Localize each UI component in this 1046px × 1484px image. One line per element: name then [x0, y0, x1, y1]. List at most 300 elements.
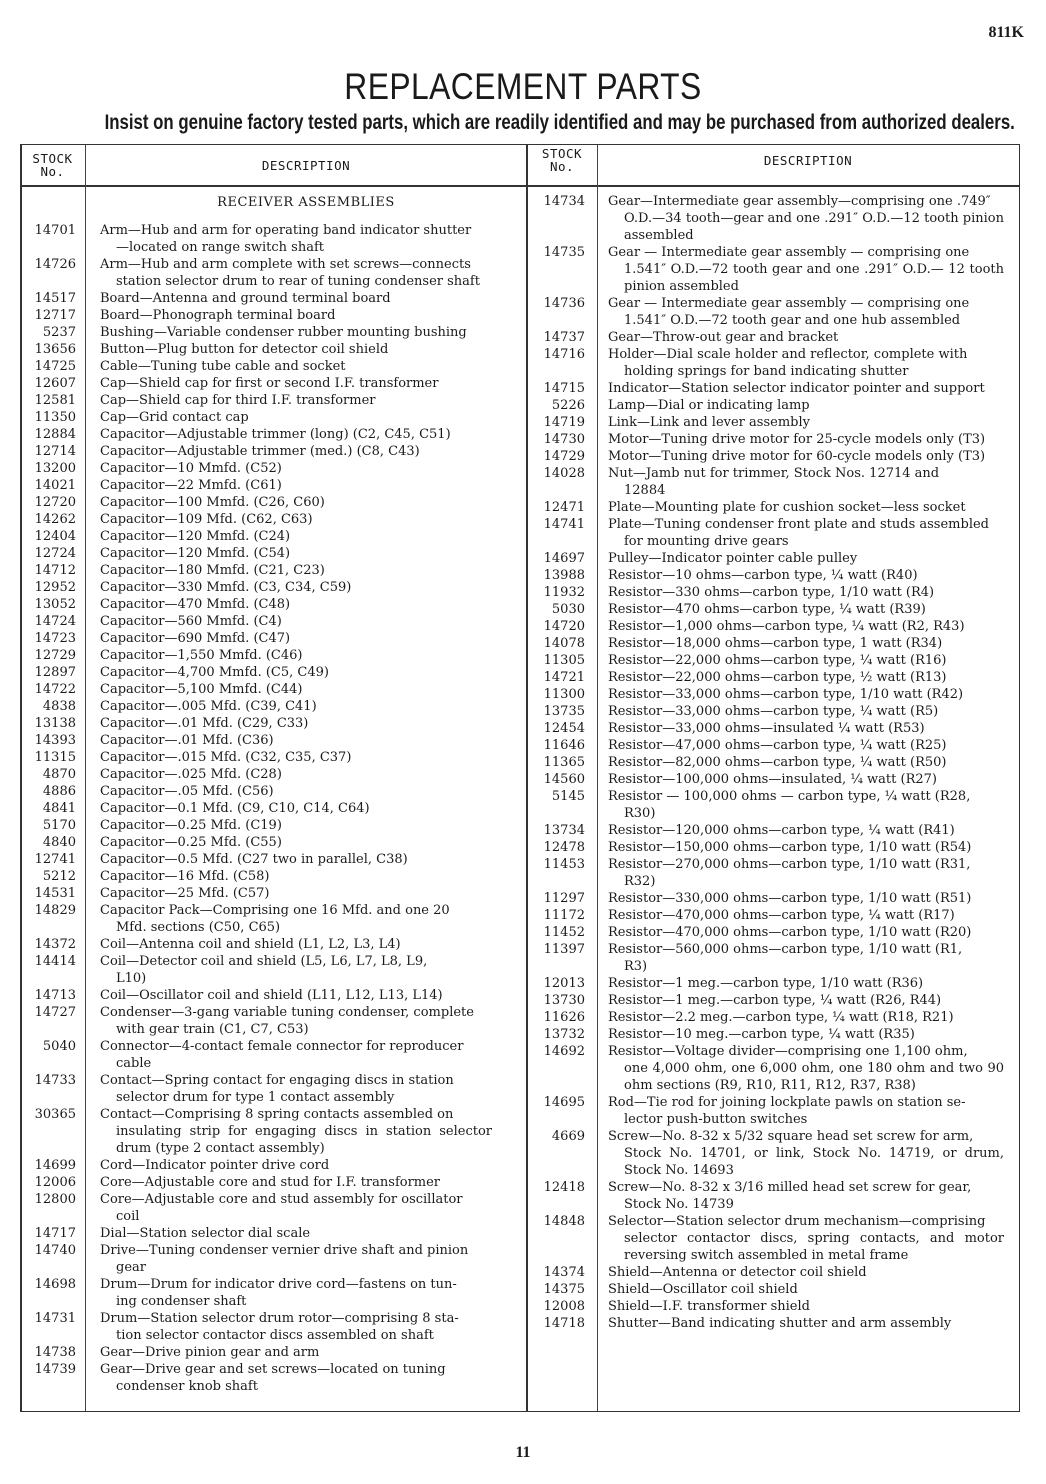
description-line: Capacitor—0.25 Mfd. (C55): [100, 835, 282, 850]
part-row: [527, 1281, 1017, 1298]
part-row: [20, 851, 520, 868]
part-row: [527, 669, 1017, 686]
description-line: Resistor—82,000 ohms—carbon type, ¼ watt (R50): [608, 755, 947, 770]
description-continuation: R30): [624, 806, 656, 821]
part-row: [527, 652, 1017, 669]
description-line: Motor—Tuning drive motor for 60-cycle models only (T3): [608, 449, 986, 464]
part-row: [527, 1009, 1017, 1026]
description-line: Connector—4-contact female connector for reproducer: [100, 1039, 464, 1054]
description-continuation: selector drum for type 1 contact assembly: [116, 1090, 395, 1105]
part-row: [527, 941, 1017, 975]
part-row: [20, 1157, 520, 1174]
description-continuation: station selector drum to rear of tuning condenser shaft: [116, 274, 480, 289]
stock-number: 13732: [543, 1027, 585, 1042]
description-line: Cap—Grid contact cap: [100, 410, 249, 425]
part-row: [20, 647, 520, 664]
stock-number: 14695: [543, 1095, 585, 1110]
stock-number: 5145: [551, 789, 585, 804]
header-stock-left: STOCK No.: [32, 151, 73, 179]
part-row: [527, 1128, 1017, 1179]
part-description: [608, 516, 1004, 550]
stock-number: 14725: [34, 359, 76, 374]
description-line: Resistor—10 meg.—carbon type, ¼ watt (R35): [608, 1027, 915, 1042]
part-description: [608, 1009, 1004, 1026]
description-line: Cap—Shield cap for first or second I.F. transformer: [100, 376, 439, 391]
stock-number: 12008: [543, 1299, 585, 1314]
part-row: [527, 703, 1017, 720]
stock-number: 14698: [34, 1277, 76, 1292]
description-line: Capacitor—470 Mmfd. (C48): [100, 597, 291, 612]
part-row: [20, 1225, 520, 1242]
part-row: [527, 329, 1017, 346]
part-description: [608, 550, 1004, 567]
stock-number: 12897: [34, 665, 76, 680]
part-row: [527, 1264, 1017, 1281]
part-row: [527, 890, 1017, 907]
description-line: Resistor—Voltage divider—comprising one 1,100 ohm,: [608, 1044, 968, 1059]
description-line: Resistor—22,000 ohms—carbon type, ½ watt (R13): [608, 670, 947, 685]
stock-number: 13200: [34, 461, 76, 476]
description-line: Button—Plug button for detector coil shield: [100, 342, 389, 357]
stock-number: 12404: [34, 529, 76, 544]
stock-number: 12720: [34, 495, 76, 510]
part-row: [20, 681, 520, 698]
part-description: [608, 295, 1004, 329]
part-row: [20, 817, 520, 834]
part-row: [527, 499, 1017, 516]
description-line: Contact—Spring contact for engaging discs in station: [100, 1073, 454, 1088]
part-description: [608, 686, 1004, 703]
description-continuation: for mounting drive gears: [624, 534, 789, 549]
part-description: [608, 618, 1004, 635]
part-description: [608, 1094, 1004, 1128]
stock-number: 14021: [34, 478, 76, 493]
description-continuation: lector push-button switches: [624, 1112, 808, 1127]
part-description: [608, 1026, 1004, 1043]
part-description: [608, 652, 1004, 669]
description-line: Nut—Jamb nut for trimmer, Stock Nos. 12714 and: [608, 466, 940, 481]
description-continuation: holding springs for band indicating shutter: [624, 364, 909, 379]
stock-number: 12454: [543, 721, 585, 736]
description-line: Cap—Shield cap for third I.F. transformer: [100, 393, 376, 408]
stock-number: 12478: [543, 840, 585, 855]
stock-number: 14733: [34, 1073, 76, 1088]
description-continuation: L10): [116, 971, 147, 986]
description-line: Gear — Intermediate gear assembly — comprising one: [608, 245, 970, 260]
stock-number: 5030: [551, 602, 585, 617]
stock-number: 13734: [543, 823, 585, 838]
part-row: [527, 1298, 1017, 1315]
part-row: [527, 244, 1017, 295]
part-row: [20, 630, 520, 647]
description-continuation: Stock No. 14701, or link, Stock No. 14719, or drum, Stock No. 14693: [624, 1146, 1004, 1178]
part-description: [100, 1242, 492, 1276]
part-description: [608, 703, 1004, 720]
description-line: Gear—Throw-out gear and bracket: [608, 330, 839, 345]
part-description: [100, 851, 492, 868]
part-description: [100, 290, 492, 307]
part-row: [20, 715, 520, 732]
page-number: 11: [515, 1444, 531, 1461]
stock-number: 13052: [34, 597, 76, 612]
part-row: [20, 579, 520, 596]
description-continuation: Mfd. sections (C50, C65): [116, 920, 281, 935]
description-line: Condenser—3-gang variable tuning condenser, complete: [100, 1005, 474, 1020]
part-row: [527, 907, 1017, 924]
stock-number: 14713: [34, 988, 76, 1003]
part-row: [20, 936, 520, 953]
stock-number: 11300: [543, 687, 585, 702]
part-description: [100, 324, 492, 341]
part-row: [527, 380, 1017, 397]
stock-number: 5226: [551, 398, 585, 413]
part-row: [20, 596, 520, 613]
description-continuation: 1.541″ O.D.—72 tooth gear and one .291″ O.D.— 12 tooth pinion assembled: [624, 262, 1004, 294]
part-description: [100, 902, 492, 936]
description-line: Link—Link and lever assembly: [608, 415, 810, 430]
stock-number: 14718: [543, 1316, 585, 1331]
description-line: Capacitor—560 Mmfd. (C4): [100, 614, 282, 629]
description-continuation: Stock No. 14739: [624, 1197, 734, 1212]
stock-number: 12418: [543, 1180, 585, 1195]
part-description: [608, 1281, 1004, 1298]
part-description: [100, 834, 492, 851]
part-row: [20, 324, 520, 341]
stock-number: 14740: [34, 1243, 76, 1258]
part-row: [527, 601, 1017, 618]
description-line: Capacitor—.01 Mfd. (C29, C33): [100, 716, 309, 731]
part-description: [100, 766, 492, 783]
part-description: [100, 1276, 492, 1310]
part-row: [20, 1242, 520, 1276]
description-continuation: condenser knob shaft: [116, 1379, 258, 1394]
part-row: [20, 307, 520, 324]
description-line: Capacitor—120 Mmfd. (C24): [100, 529, 291, 544]
stock-number: 14393: [34, 733, 76, 748]
part-description: [608, 992, 1004, 1009]
description-line: Screw—No. 8-32 x 3/16 milled head set screw for gear,: [608, 1180, 972, 1195]
part-description: [100, 477, 492, 494]
description-line: Gear—Drive gear and set screws—located on tuning: [100, 1362, 446, 1377]
stock-number: 12724: [34, 546, 76, 561]
part-row: [527, 1043, 1017, 1094]
part-row: [20, 1072, 520, 1106]
part-row: [527, 992, 1017, 1009]
stock-number: 14262: [34, 512, 76, 527]
parts-table: [20, 144, 1020, 1412]
part-row: [20, 885, 520, 902]
stock-number: 14727: [34, 1005, 76, 1020]
part-description: [100, 545, 492, 562]
part-row: [20, 562, 520, 579]
part-description: [608, 839, 1004, 856]
description-line: Resistor—330,000 ohms—carbon type, 1/10 watt (R51): [608, 891, 972, 906]
part-description: [100, 1191, 492, 1225]
part-description: [608, 380, 1004, 397]
part-description: [608, 1264, 1004, 1281]
stock-number: 14372: [34, 937, 76, 952]
stock-number: 14692: [543, 1044, 585, 1059]
part-description: [608, 822, 1004, 839]
stock-number: 11350: [34, 410, 76, 425]
stock-number: 11315: [34, 750, 76, 765]
part-description: [100, 1174, 492, 1191]
part-description: [100, 579, 492, 596]
part-description: [100, 409, 492, 426]
description-line: Capacitor—100 Mmfd. (C26, C60): [100, 495, 325, 510]
part-description: [608, 346, 1004, 380]
stock-number: 14414: [34, 954, 76, 969]
header-stock-right: STOCK No.: [541, 146, 583, 174]
part-row: [527, 550, 1017, 567]
part-description: [100, 1361, 492, 1395]
part-row: [527, 754, 1017, 771]
stock-number: 13138: [34, 716, 76, 731]
stock-number: 5040: [42, 1039, 76, 1054]
description-line: Resistor—22,000 ohms—carbon type, ¼ watt (R16): [608, 653, 947, 668]
stock-number: 14739: [34, 1362, 76, 1377]
part-description: [100, 562, 492, 579]
part-row: [20, 528, 520, 545]
description-line: Bushing—Variable condenser rubber mounting bushing: [100, 325, 467, 340]
part-description: [608, 856, 1004, 890]
part-row: [527, 635, 1017, 652]
stock-number: 14734: [543, 194, 585, 209]
description-continuation: coil: [116, 1209, 140, 1224]
part-description: [100, 443, 492, 460]
part-row: [20, 1344, 520, 1361]
stock-number: 14724: [34, 614, 76, 629]
part-row: [527, 720, 1017, 737]
part-description: [100, 630, 492, 647]
part-description: [100, 256, 492, 290]
part-description: [100, 868, 492, 885]
description-line: Cord—Indicator pointer drive cord: [100, 1158, 330, 1173]
description-line: Resistor—33,000 ohms—carbon type, 1/10 watt (R42): [608, 687, 964, 702]
part-description: [100, 1157, 492, 1174]
description-line: Coil—Detector coil and shield (L5, L6, L7, L8, L9,: [100, 954, 428, 969]
description-line: Resistor—330 ohms—carbon type, 1/10 watt (R4): [608, 585, 935, 600]
part-row: [20, 987, 520, 1004]
part-row: [20, 664, 520, 681]
part-description: [100, 528, 492, 545]
part-description: [100, 1072, 492, 1106]
description-line: Shield—Antenna or detector coil shield: [608, 1265, 867, 1280]
part-description: [608, 890, 1004, 907]
part-description: [608, 1128, 1004, 1179]
description-line: Gear — Intermediate gear assembly — comprising one: [608, 296, 970, 311]
description-line: Resistor—470,000 ohms—carbon type, ¼ watt (R17): [608, 908, 955, 923]
description-line: Capacitor—330 Mmfd. (C3, C34, C59): [100, 580, 352, 595]
description-line: Capacitor—0.5 Mfd. (C27 two in parallel, C38): [100, 852, 408, 867]
description-continuation: ing condenser shaft: [116, 1294, 247, 1309]
part-row: [527, 788, 1017, 822]
part-row: [527, 856, 1017, 890]
part-row: [527, 1213, 1017, 1264]
description-line: Resistor—33,000 ohms—insulated ¼ watt (R53): [608, 721, 925, 736]
stock-number: 14715: [543, 381, 585, 396]
stock-number: 14723: [34, 631, 76, 646]
part-description: [100, 613, 492, 630]
stock-number: 14829: [34, 903, 76, 918]
part-row: [20, 341, 520, 358]
description-line: Shield—I.F. transformer shield: [608, 1299, 810, 1314]
part-description: [100, 1106, 492, 1157]
part-description: [100, 1344, 492, 1361]
description-line: Resistor—10 ohms—carbon type, ¼ watt (R40): [608, 568, 918, 583]
stock-number: 13730: [543, 993, 585, 1008]
part-description: [100, 732, 492, 749]
description-line: Resistor—120,000 ohms—carbon type, ¼ watt (R41): [608, 823, 955, 838]
left-column: [20, 193, 520, 1395]
stock-number: 14720: [543, 619, 585, 634]
part-row: [527, 771, 1017, 788]
stock-number: 5212: [42, 869, 76, 884]
description-line: Capacitor—5,100 Mmfd. (C44): [100, 682, 303, 697]
stock-number: 14701: [34, 223, 76, 238]
part-row: [527, 584, 1017, 601]
stock-number: 14716: [543, 347, 585, 362]
part-row: [527, 1179, 1017, 1213]
header-description-right: DESCRIPTION: [763, 153, 853, 168]
part-description: [100, 698, 492, 715]
stock-number: 14730: [543, 432, 585, 447]
description-line: Motor—Tuning drive motor for 25-cycle models only (T3): [608, 432, 986, 447]
stock-number: 12471: [543, 500, 585, 515]
part-row: [527, 822, 1017, 839]
description-line: Rod—Tie rod for joining lockplate pawls on station se-: [608, 1095, 966, 1110]
description-line: Capacitor—690 Mmfd. (C47): [100, 631, 291, 646]
part-row: [20, 834, 520, 851]
part-description: [608, 193, 1004, 244]
part-row: [20, 902, 520, 936]
part-description: [608, 584, 1004, 601]
stock-number: 12741: [34, 852, 76, 867]
stock-number: 14738: [34, 1345, 76, 1360]
stock-number: 14726: [34, 257, 76, 272]
part-row: [20, 1038, 520, 1072]
description-line: Resistor—2.2 meg.—carbon type, ¼ watt (R18, R21): [608, 1010, 954, 1025]
description-line: Capacitor—180 Mmfd. (C21, C23): [100, 563, 325, 578]
part-description: [100, 749, 492, 766]
description-continuation: 1.541″ O.D.—72 tooth gear and one hub assembled: [624, 313, 961, 328]
part-description: [100, 647, 492, 664]
description-line: Resistor—33,000 ohms—carbon type, ¼ watt (R5): [608, 704, 939, 719]
part-description: [100, 307, 492, 324]
stock-number: 11626: [543, 1010, 585, 1025]
part-row: [527, 397, 1017, 414]
stock-number: 11297: [543, 891, 585, 906]
part-description: [100, 885, 492, 902]
description-continuation: 12884: [624, 483, 666, 498]
stock-number: 13988: [543, 568, 585, 583]
part-description: [608, 771, 1004, 788]
stock-number: 30365: [34, 1107, 76, 1122]
part-row: [527, 567, 1017, 584]
stock-number: 12581: [34, 393, 76, 408]
description-line: Capacitor—109 Mfd. (C62, C63): [100, 512, 313, 527]
part-description: [608, 1179, 1004, 1213]
stock-number: 14741: [543, 517, 585, 532]
part-description: [608, 941, 1004, 975]
description-line: Drum—Drum for indicator drive cord—fastens on tun-: [100, 1277, 457, 1292]
part-row: [20, 953, 520, 987]
description-continuation: one 4,000 ohm, one 6,000 ohm, one 180 ohm and two 90 ohm sections (R9, R10, R11, R12, R37, R38): [624, 1061, 1004, 1093]
part-description: [608, 669, 1004, 686]
stock-number: 14374: [543, 1265, 585, 1280]
description-line: Arm—Hub and arm complete with set screws—connects: [100, 257, 471, 272]
stock-number: 11932: [543, 585, 585, 600]
part-description: [100, 664, 492, 681]
part-row: [527, 1026, 1017, 1043]
description-continuation: tion selector contactor discs assembled on shaft: [116, 1328, 434, 1343]
stock-number: 14722: [34, 682, 76, 697]
stock-number: 11646: [543, 738, 585, 753]
part-row: [20, 477, 520, 494]
part-description: [100, 460, 492, 477]
description-line: Resistor—47,000 ohms—carbon type, ¼ watt (R25): [608, 738, 947, 753]
page-subtitle: Insist on genuine factory tested parts, which are readily identified and may be purchased from authorized dealers.: [104, 111, 1015, 134]
part-row: [527, 1094, 1017, 1128]
part-row: [20, 766, 520, 783]
stock-number: 13656: [34, 342, 76, 357]
description-line: Coil—Oscillator coil and shield (L11, L12, L13, L14): [100, 988, 443, 1003]
part-description: [608, 1043, 1004, 1094]
description-line: Gear—Drive pinion gear and arm: [100, 1345, 320, 1360]
stock-number: 12006: [34, 1175, 76, 1190]
stock-number: 12952: [34, 580, 76, 595]
stock-number: 12013: [543, 976, 585, 991]
description-line: Capacitor—16 Mfd. (C58): [100, 869, 270, 884]
description-line: Resistor—270,000 ohms—carbon type, 1/10 watt (R31,: [608, 857, 971, 872]
part-row: [527, 295, 1017, 329]
stock-number: 14721: [543, 670, 585, 685]
part-row: [20, 409, 520, 426]
description-line: Resistor—1 meg.—carbon type, 1/10 watt (R36): [608, 976, 924, 991]
part-description: [100, 1310, 492, 1344]
stock-number: 4840: [42, 835, 76, 850]
description-line: Capacitor—1,550 Mmfd. (C46): [100, 648, 303, 663]
part-row: [20, 290, 520, 307]
description-line: Capacitor—4,700 Mmfd. (C5, C49): [100, 665, 329, 680]
part-description: [608, 1315, 1004, 1332]
part-row: [20, 392, 520, 409]
part-row: [20, 358, 520, 375]
part-row: [20, 375, 520, 392]
part-description: [608, 754, 1004, 771]
description-line: Capacitor—.025 Mfd. (C28): [100, 767, 282, 782]
stock-number: 14731: [34, 1311, 76, 1326]
part-row: [20, 1310, 520, 1344]
description-line: Drum—Station selector drum rotor—comprising 8 sta-: [100, 1311, 459, 1326]
part-description: [608, 431, 1004, 448]
part-description: [100, 494, 492, 511]
stock-number: 14737: [543, 330, 585, 345]
description-line: Indicator—Station selector indicator pointer and support: [608, 381, 985, 396]
description-line: Coil—Antenna coil and shield (L1, L2, L3, L4): [100, 937, 401, 952]
stock-number: 12714: [34, 444, 76, 459]
part-row: [527, 431, 1017, 448]
part-row: [20, 732, 520, 749]
stock-number: 4886: [42, 784, 76, 799]
stock-number: 14848: [543, 1214, 585, 1229]
description-line: Screw—No. 8-32 x 5/32 square head set screw for arm,: [608, 1129, 974, 1144]
part-description: [608, 975, 1004, 992]
part-row: [20, 1191, 520, 1225]
description-line: Pulley—Indicator pointer cable pulley: [608, 551, 858, 566]
description-continuation: —located on range switch shaft: [116, 240, 324, 255]
stock-number: 11365: [543, 755, 585, 770]
